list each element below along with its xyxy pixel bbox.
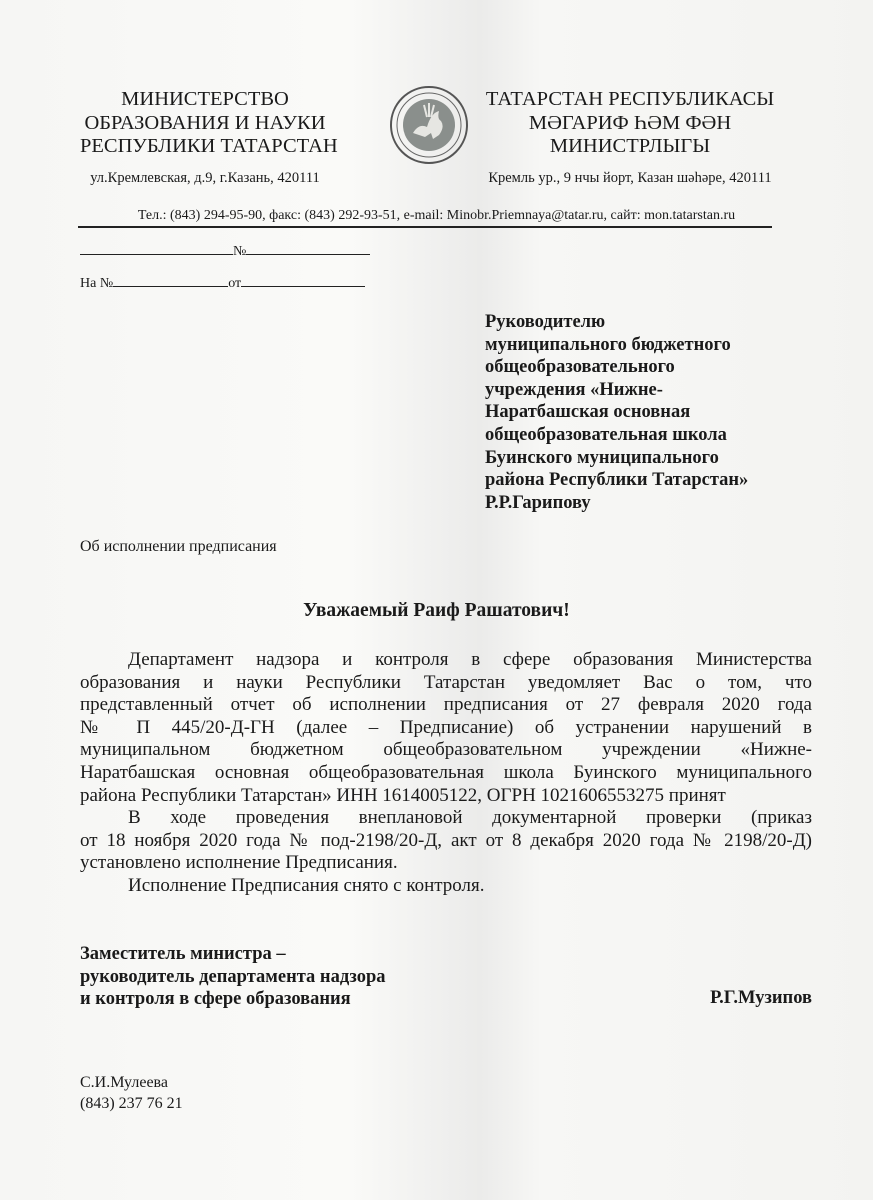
contacts: Тел.: (843) 294-95-90, факс: (843) 292-93-51, e-mail: Minobr.Priemnaya@tatar.ru, сайт: mon.tatarstan.ru	[137, 208, 736, 223]
tatarstan-emblem-icon	[389, 85, 469, 165]
signatory-name: Р.Г.Музипов	[710, 988, 812, 1008]
body-line: Департамент надзора и контроля в сфере образования Министерства	[128, 649, 812, 670]
on-number-blank	[113, 272, 228, 287]
address-tt: Кремль ур., 9 нчы йорт, Казан шәһәре, 420111	[488, 170, 772, 186]
subject: Об исполнении предписания	[80, 538, 277, 555]
from-blank	[241, 272, 365, 287]
addressee-line: общеобразовательного	[485, 357, 675, 378]
body-line: от 18 ноября 2020 года № под-2198/20-Д, акт от 8 декабря 2020 года № 2198/20-Д)	[80, 829, 812, 851]
addressee-line: района Республики Татарстан»	[485, 470, 749, 491]
addressee-block	[485, 311, 748, 514]
header-line: РЕСПУБЛИКИ ТАТАРСТАН	[80, 135, 338, 157]
header-rule	[78, 226, 772, 228]
header-line: МИНИСТРЛЫГЫ	[549, 135, 711, 157]
position-line: и контроля в сфере образования	[80, 989, 351, 1009]
body-line: Исполнение Предписания снято с контроля.	[128, 874, 485, 896]
header-line: ТАТАРСТАН РЕСПУБЛИКАСЫ	[485, 88, 775, 110]
body-line: Наратбашская основная общеобразовательная школа Буинского муниципального	[80, 761, 812, 783]
addressee-line: Буинского муниципального	[485, 447, 719, 468]
addressee-line: учреждения «Нижне-	[485, 379, 663, 400]
addressee-line: муниципального бюджетного	[485, 334, 731, 355]
header-line: МИНИСТЕРСТВО	[121, 88, 289, 110]
body-line: образования и науки Республики Татарстан уведомляет Вас о том, что	[80, 671, 812, 693]
from-label: от	[228, 276, 242, 291]
incoming-number-line	[80, 272, 365, 292]
date-blank	[80, 240, 233, 255]
position-line: Заместитель министра –	[80, 944, 286, 964]
addressee-line: общеобразовательная школа	[485, 424, 727, 445]
executor-name: С.И.Мулеева	[80, 1074, 168, 1091]
on-number-label: На №	[80, 276, 114, 291]
letter-body	[80, 649, 812, 898]
header-line: ОБРАЗОВАНИЯ И НАУКИ	[84, 111, 326, 134]
body-line: муниципальном бюджетном общеобразовательном учреждении «Нижне-	[80, 739, 812, 761]
header-line: МӘГАРИФ ҺӘМ ФӘН	[528, 111, 732, 134]
addressee-line: Наратбашская основная	[485, 402, 691, 423]
body-line: В ходе проведения внеплановой документарной проверки (приказ	[128, 807, 812, 829]
body-line: представленный отчет об исполнении предписания от 27 февраля 2020 года	[80, 694, 812, 716]
body-line: района Республики Татарстан» ИНН 1614005122, ОГРН 1021606553275 принят	[80, 784, 726, 806]
ministry-name-tt	[480, 88, 780, 159]
address-ru: ул.Кремлевская, д.9, г.Казань, 420111	[90, 170, 320, 186]
body-line: установлено исполнение Предписания.	[80, 852, 398, 874]
number-label: №	[233, 244, 247, 259]
executor-phone: (843) 237 76 21	[80, 1095, 183, 1112]
ministry-name-ru	[80, 88, 338, 159]
executor	[80, 1072, 183, 1114]
addressee-line: Р.Р.Гарипову	[485, 492, 591, 513]
number-blank	[246, 240, 370, 255]
body-line: № П 445/20-Д-ГН (далее – Предписание) об устранении нарушений в	[80, 716, 812, 738]
position-line: руководитель департамента надзора	[80, 966, 386, 987]
addressee-line: Руководителю	[485, 312, 606, 332]
outgoing-number-line	[80, 240, 370, 260]
signatory-position	[80, 943, 386, 1011]
greeting: Уважаемый Раиф Рашатович!	[303, 600, 570, 621]
